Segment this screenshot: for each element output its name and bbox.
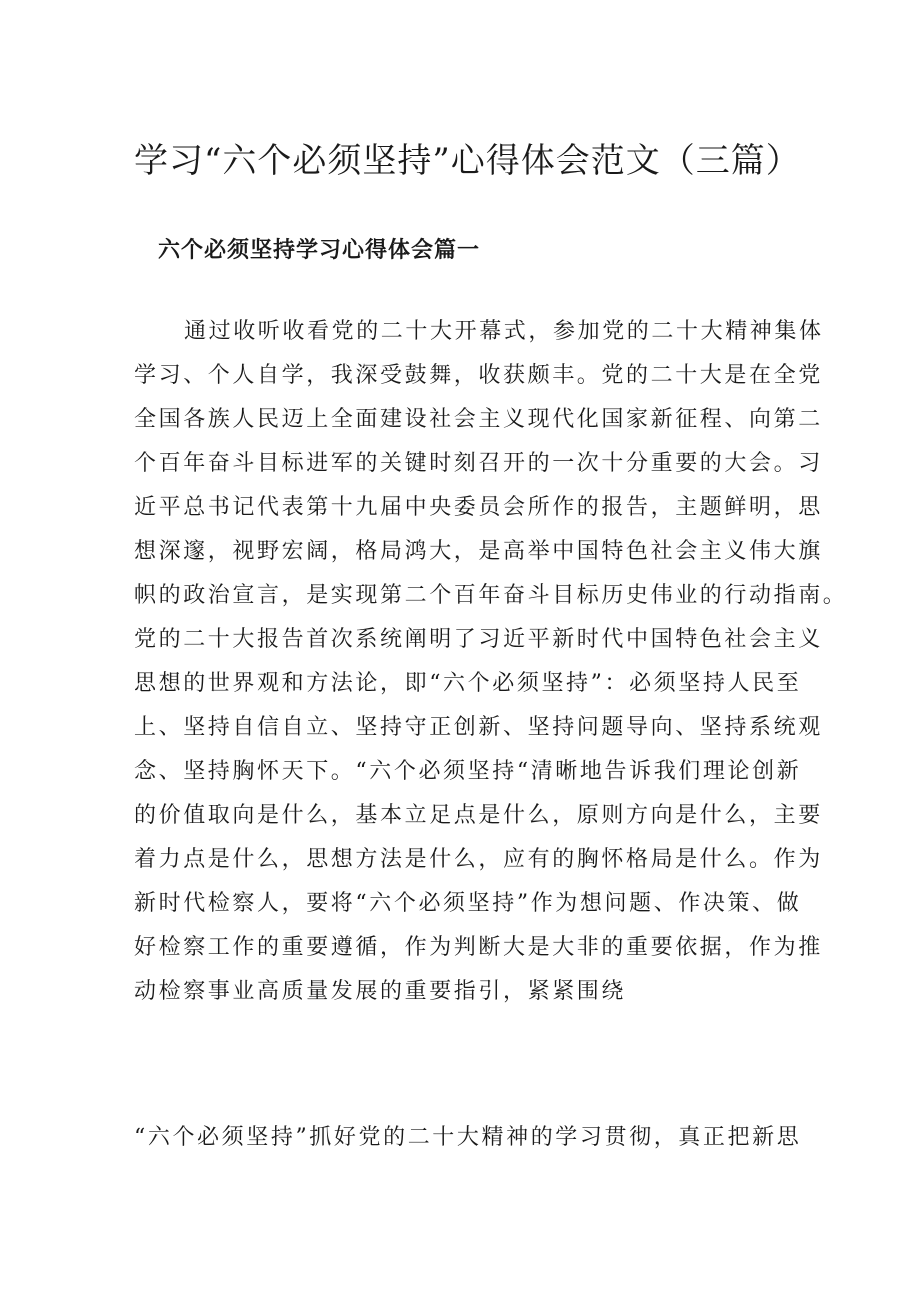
- paragraph-line: 动检察事业高质量发展的重要指引，紧紧围绕: [134, 979, 627, 1004]
- paragraph-line: 上、坚持自信自立、坚持守正创新、坚持问题导向、坚持系统观: [134, 715, 823, 740]
- paragraph-line: 党的二十大报告首次系统阐明了习近平新时代中国特色社会主义: [134, 627, 823, 652]
- paragraph-line: 着力点是什么，思想方法是什么，应有的胸怀格局是什么。作为: [134, 847, 823, 872]
- paragraph-line: 帜的政治宣言，是实现第二个百年奋斗目标历史伟业的行动指南。: [134, 583, 848, 608]
- paragraph-line: 好检察工作的重要遵循，作为判断大是大非的重要依据，作为推: [134, 935, 823, 960]
- paragraph-line: 个百年奋斗目标进军的关键时刻召开的一次十分重要的大会。习: [134, 451, 823, 476]
- paragraph-line: 通过收听收看党的二十大开幕式，参加党的二十大精神集体: [184, 319, 824, 344]
- document-title: 学习“六个必须坚持”心得体会范文（三篇）: [134, 140, 801, 181]
- paragraph-line: 思想的世界观和方法论，即“六个必须坚持”：必须坚持人民至: [134, 671, 802, 696]
- paragraph-line: 全国各族人民迈上全面建设社会主义现代化国家新征程、向第二: [134, 407, 823, 432]
- body-paragraph-2: [134, 1116, 802, 1160]
- section-heading: 六个必须坚持学习心得体会篇一: [158, 237, 481, 264]
- paragraph-line: 想深邃，视野宏阔，格局鸿大，是高举中国特色社会主义伟大旗: [134, 539, 823, 564]
- body-paragraph-1: [134, 310, 848, 1014]
- paragraph-line: 新时代检察人，要将“六个必须坚持”作为想问题、作决策、做: [134, 891, 802, 916]
- paragraph-line: 念、坚持胸怀天下。“六个必须坚持“清晰地告诉我们理论创新: [134, 759, 802, 784]
- paragraph-line: “六个必须坚持”抓好党的二十大精神的学习贯彻，真正把新思: [134, 1125, 802, 1150]
- paragraph-line: 的价值取向是什么，基本立足点是什么，原则方向是什么，主要: [134, 803, 823, 828]
- paragraph-line: 近平总书记代表第十九届中央委员会所作的报告，主题鲜明，思: [134, 495, 823, 520]
- paragraph-line: 学习、个人自学，我深受鼓舞，收获颇丰。党的二十大是在全党: [134, 363, 823, 388]
